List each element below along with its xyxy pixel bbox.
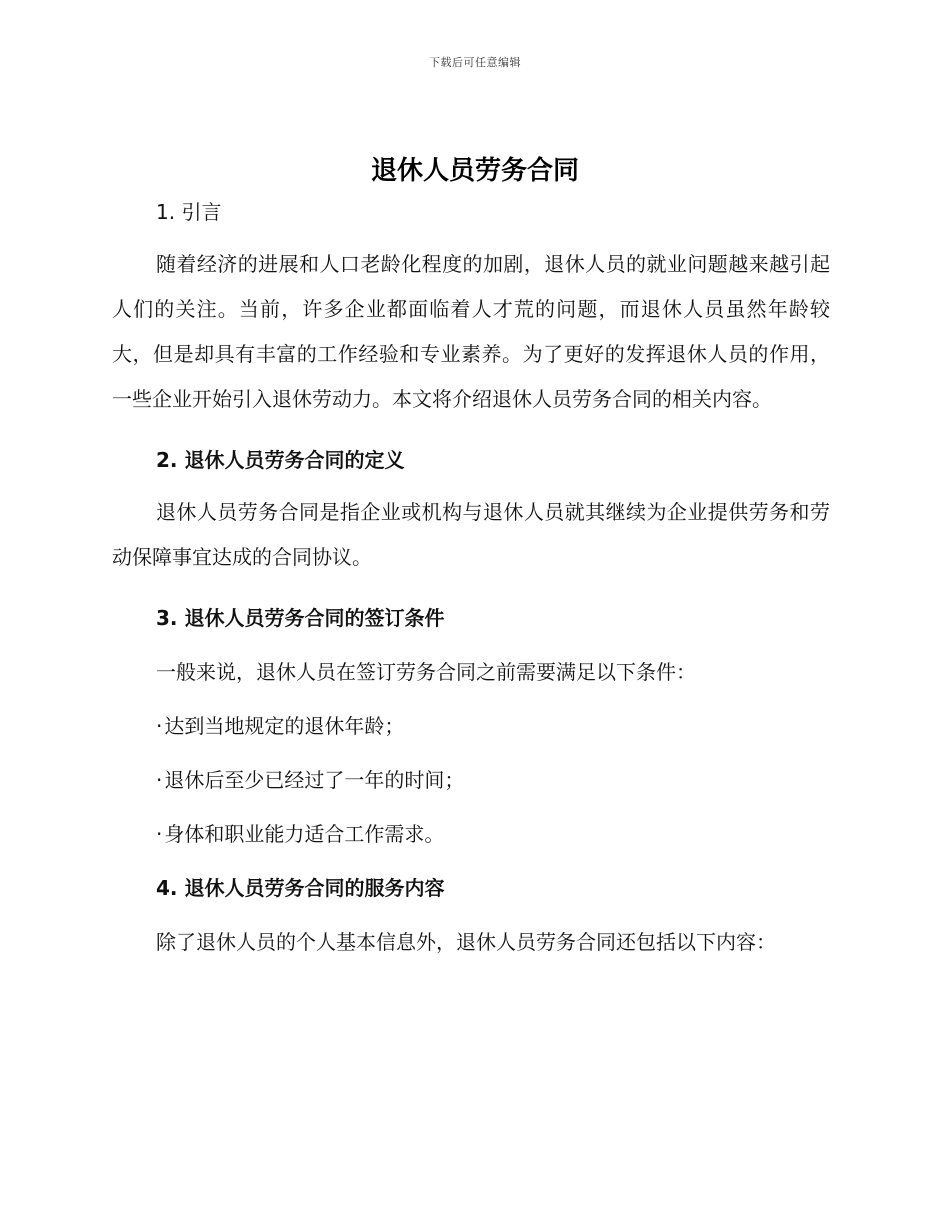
section-1-paragraph: 随着经济的进展和人口老龄化程度的加剧，退休人员的就业问题越来越引起人们的关注。当前，许多企业都面临着人才荒的问题，而退休人员虽然年龄较大，但是却具有丰富的工作经验和专业素养。为了更好的发挥退休人员的作用，一些企业开始引入退休劳动力。本文将介绍退休人员劳务合同的相关内容。 [112,252,830,411]
header-note: 下载后可任意编辑 [429,56,521,69]
list-item [112,710,830,742]
list-item-text: 达到当地规定的退休年龄； [164,714,405,738]
section-4-heading: 4. 退休人员劳务合同的服务内容 [156,876,445,900]
section-2-paragraph: 退休人员劳务合同是指企业或机构与退休人员就其继续为企业提供劳务和劳动保障事宜达成的合同协议。 [112,500,830,569]
bullet-mark: · [156,714,163,738]
list-item-text: 身体和职业能力适合工作需求。 [164,822,445,846]
section-3-intro: 一般来说，退休人员在签订劳务合同之前需要满足以下条件： [156,660,696,684]
list-item-text: 退休后至少已经过了一年的时间； [164,768,465,792]
section-2-heading: 2. 退休人员劳务合同的定义 [156,448,405,472]
bullet-mark: · [156,768,163,792]
section-3-heading: 3. 退休人员劳务合同的签订条件 [156,606,445,630]
bullet-mark: · [156,822,163,846]
list-item [112,764,830,796]
document-body [112,196,830,958]
section-1-heading: 1. 引言 [156,200,222,224]
section-4-intro: 除了退休人员的个人基本信息外，退休人员劳务合同还包括以下内容： [156,930,776,954]
list-item [112,818,830,850]
document-title: 退休人员劳务合同 [370,156,579,186]
